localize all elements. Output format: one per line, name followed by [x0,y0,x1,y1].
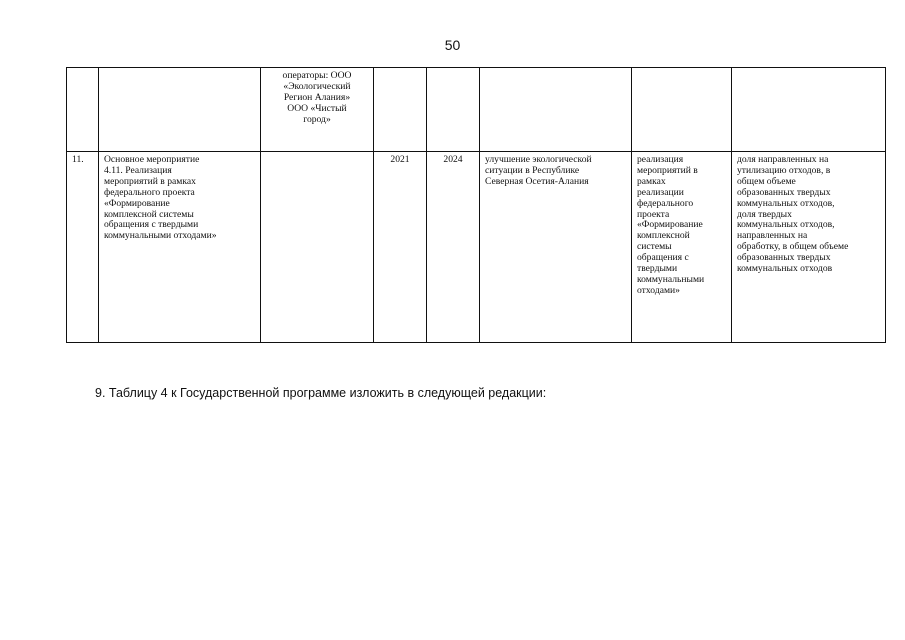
body-paragraph: 9. Таблицу 4 к Государственной программе изложить в следующей редакции: [95,386,547,400]
end-year-cell: 2024 [427,152,480,343]
table-cell [67,68,99,152]
table-cell [732,68,886,152]
table-cell [374,68,427,152]
table-row [67,152,886,343]
row-number-cell: 11. [67,152,99,343]
table-row [67,68,886,152]
indicators-cell: доля направленных на утилизацию отходов, в общем объеме образованных твердых коммунальных отходов, доля твердых коммунальных отходов, направленных на обработку, в общем объеме образованных твердых коммунальных отходов [732,152,886,343]
start-year-cell: 2021 [374,152,427,343]
page-number: 50 [444,37,461,53]
table-cell [427,68,480,152]
directions-cell: реализация мероприятий в рамках реализации федерального проекта «Формирование комплексной системы обращения с твердыми коммунальными отходами» [632,152,732,343]
table-cell [99,68,261,152]
table-cell [480,68,632,152]
table-cell-operators: операторы: ООО «Экологический Регион Алания» ООО «Чистый город» [261,68,374,152]
table-cell [632,68,732,152]
executor-cell [261,152,374,343]
program-table [66,67,886,343]
expected-result-cell: улучшение экологической ситуации в Республике Северная Осетия-Алания [480,152,632,343]
measure-name-cell: Основное мероприятие 4.11. Реализация мероприятий в рамках федерального проекта «Формирование комплексной системы обращения с твердыми коммунальными отходами» [99,152,261,343]
